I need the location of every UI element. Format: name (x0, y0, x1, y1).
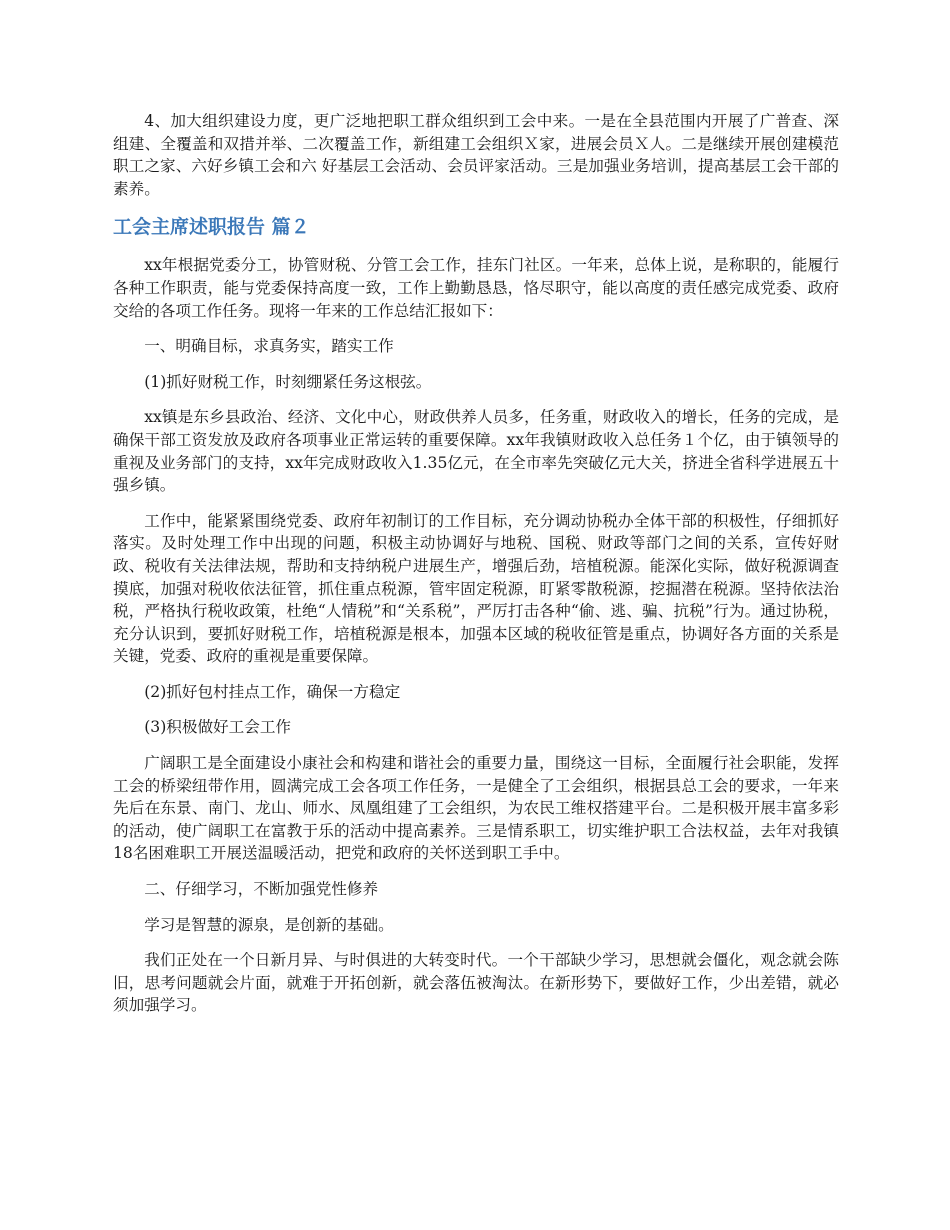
body-paragraph: xx镇是东乡县政治、经济、文化中心，财政供养人员多，任务重，财政收入的增长，任务的完成，是确保干部工资发放及政府各项事业正常运转的重要保障。xx年我镇财政收入总任务１个亿，由于镇领导的重视及业务部门的支持，xx年完成财政收入1.35亿元，在全市率先突破亿元大关，挤进全省科学进展五十强乡镇。 (113, 408, 839, 495)
sub-heading-1: (1)抓好财税工作，时刻绷紧任务这根弦。 (144, 372, 432, 391)
heading-two: 二、仔细学习，不断加强党性修养 (144, 880, 379, 899)
body-paragraph: xx年根据党委分工，协管财税、分管工会工作，挂东门社区。一年来，总体上说，是称职的，能履行各种工作职责，能与党委保持高度一致，工作上勤勤恳恳，恪尽职守，能以高度的责任感完成党委、政府交给的各项工作任务。现将一年来的工作总结汇报如下： (113, 256, 839, 320)
section-title: 工会主席述职报告 篇２ (113, 216, 310, 239)
body-paragraph: 学习是智慧的源泉，是创新的基础。 (144, 915, 394, 934)
sub-heading-3: (3)积极做好工会工作 (144, 718, 292, 737)
body-paragraph: 我们正处在一个日新月异、与时俱进的大转变时代。一个干部缺少学习，思想就会僵化，观念就会陈旧，思考问题就会片面，就难于开拓创新，就会落伍被淘汰。在新形势下，要做好工作，少出差错，就必须加强学习。 (113, 951, 839, 1015)
intro-paragraph: 4、加大组织建设力度，更广泛地把职工群众组织到工会中来。一是在全县范围内开展了广普查、深组建、全覆盖和双措并举、二次覆盖工作，新组建工会组织Ｘ家，进展会员Ｘ人。二是继续开展创建模范职工之家、六好乡镇工会和六 好基层工会活动、会员评家活动。三是加强业务培训，提高基层工会干部的素养。 (113, 112, 839, 198)
body-paragraph: 工作中，能紧紧围绕党委、政府年初制订的工作目标，充分调动协税办全体干部的积极性，仔细抓好落实。及时处理工作中出现的问题，积极主动协调好与地税、国税、财政等部门之间的关系，宣传好财政、税收有关法律法规，帮助和支持纳税户进展生产，增强后劲，培植税源。能深化实际，做好税源调查摸底，加强对税收依法征管，抓住重点税源，管牢固定税源，盯紧零散税源，挖掘潜在税源。坚持依法治税，严格执行税收政策，杜绝“人情税”和“关系税”，严厉打击各种“偷、逃、骗、抗税”行为。通过协税，充分认识到，要抓好财税工作，培植税源是根本，加强本区域的税收征管是重点，协调好各方面的关系是关键，党委、政府的重视是重要保障。 (113, 511, 839, 666)
heading-one: 一、明确目标，求真务实，踏实工作 (144, 337, 394, 356)
body-paragraph: 广阔职工是全面建设小康社会和构建和谐社会的重要力量，围绕这一目标，全面履行社会职能，发挥工会的桥梁纽带作用，圆满完成工会各项工作任务，一是健全了工会组织，根据县总工会的要求，一年来先后在东景、南门、龙山、师水、凤凰组建了工会组织，为农民工维权搭建平台。二是积极开展丰富多彩的活动，使广阔职工在富教于乐的活动中提高素养。三是情系职工，切实维护职工合法权益，去年对我镇18名困难职工开展送温暖活动，把党和政府的关怀送到职工手中。 (113, 754, 839, 863)
document-page (113, 110, 839, 1030)
sub-heading-2: (2)抓好包村挂点工作，确保一方稳定 (144, 682, 401, 701)
